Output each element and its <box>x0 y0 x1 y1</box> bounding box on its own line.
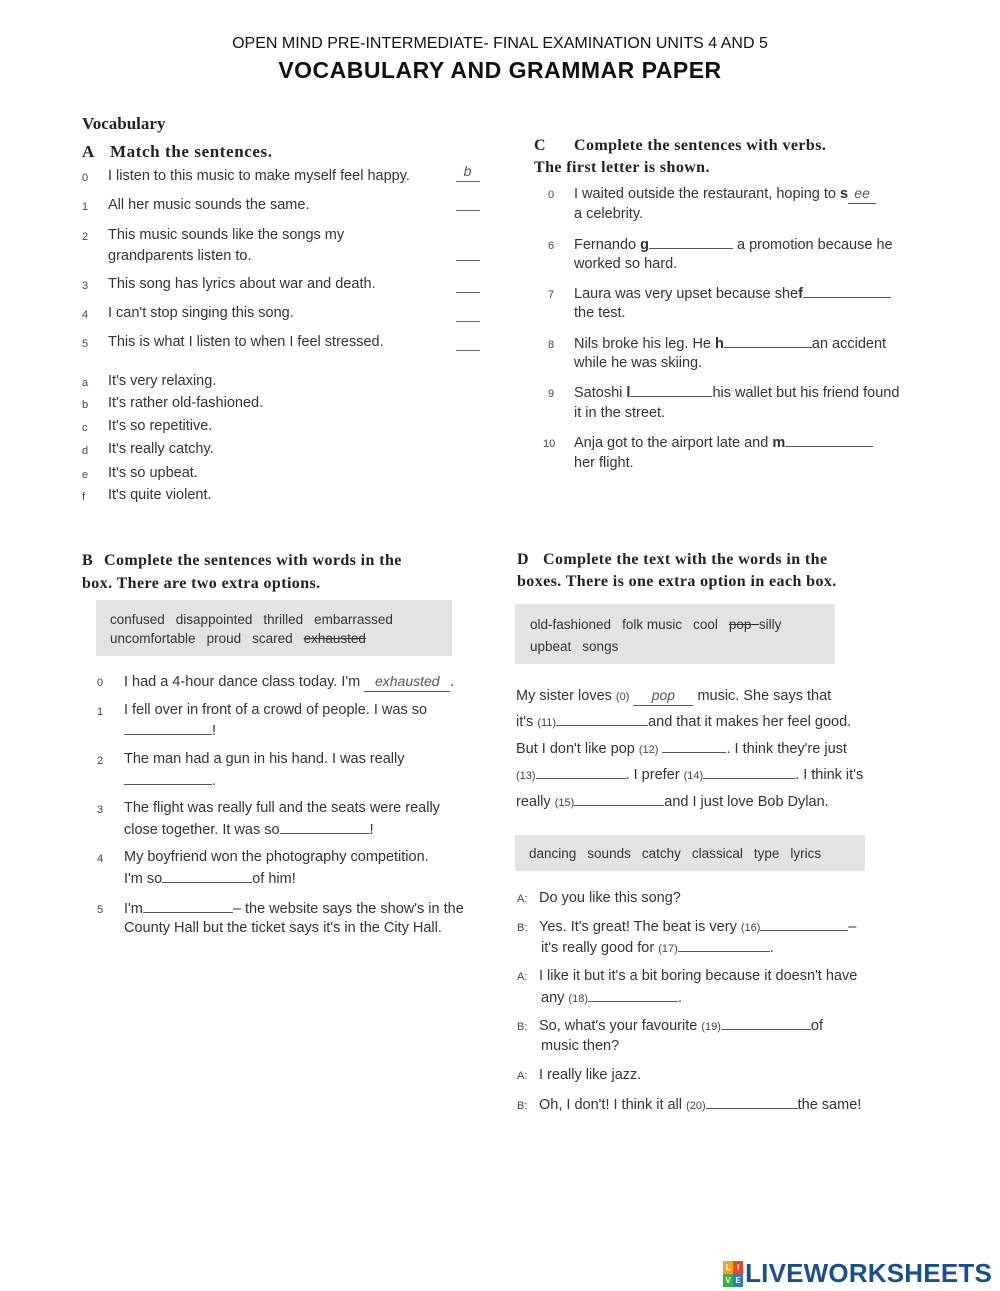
verb-sentence <box>574 283 891 304</box>
gap-number: (17) <box>658 943 678 955</box>
answer-input-16[interactable] <box>760 916 848 931</box>
sentence-after: of him! <box>252 871 296 887</box>
box-word: disappointed <box>175 612 253 627</box>
vocabulary-heading: Vocabulary <box>82 114 166 133</box>
paragraph-line <box>516 764 863 786</box>
section-d-heading <box>517 551 827 569</box>
section-c-title-line2: The first letter is shown. <box>534 159 710 176</box>
b-sentence-line2 <box>124 868 296 889</box>
answer-input-b4[interactable] <box>162 868 252 883</box>
box-word: sounds <box>587 846 631 861</box>
dialogue-text: of <box>810 1018 824 1034</box>
item-number: 0 <box>548 189 555 201</box>
item-number: 3 <box>82 280 89 292</box>
first-letter: s <box>840 186 849 202</box>
item-number: 4 <box>82 309 89 321</box>
sentence-continued: a celebrity. <box>574 206 644 222</box>
sentence-text: The man had a gun in his hand. I was really <box>124 751 405 767</box>
logo-block: V <box>723 1274 733 1287</box>
paragraph-line <box>516 685 831 707</box>
verb-sentence <box>574 333 886 354</box>
answer-input-9[interactable] <box>630 382 712 397</box>
dialogue-text: Yes. It's great! The beat is very <box>539 919 737 935</box>
item-number: 0 <box>82 172 89 184</box>
sentence-continued: while he was skiing. <box>574 355 703 371</box>
dialogue-text: . <box>769 940 774 956</box>
answer-input-b1[interactable] <box>124 720 212 735</box>
option-letter: e <box>82 469 89 481</box>
brand-name: LIVEWORKSHEETS <box>745 1258 992 1288</box>
sentence-before: Laura was very upset because she <box>574 286 799 302</box>
answer-input-3[interactable] <box>456 292 480 293</box>
item-number: 8 <box>548 339 555 351</box>
dialogue-text: Do you like this song? <box>539 890 681 906</box>
answer-input-11[interactable] <box>556 711 648 726</box>
answer-input-4[interactable] <box>456 321 480 322</box>
verb-sentence <box>574 382 899 403</box>
sentence-continued: her flight. <box>574 455 634 471</box>
example-answer: ee <box>848 183 876 204</box>
section-c-title-line1: Complete the sentences with verbs. <box>574 137 827 154</box>
dialogue-line <box>517 966 857 987</box>
section-d-letter: D <box>517 551 529 568</box>
box-word: uncomfortable <box>110 631 196 646</box>
sentence-text: All her music sounds the same. <box>108 197 310 213</box>
box-word: thrilled <box>263 612 304 627</box>
first-letter: m <box>772 435 786 451</box>
sentence-text: I can't stop singing this song. <box>108 305 294 321</box>
answer-input-b3[interactable] <box>280 819 370 834</box>
box-word: catchy <box>641 846 681 861</box>
gap-number: (16) <box>740 922 761 934</box>
liveworksheets-logo <box>723 1258 992 1286</box>
option-letter: b <box>82 399 89 411</box>
para-text: But I don't like pop <box>516 741 635 757</box>
answer-input-14[interactable] <box>703 764 795 779</box>
first-letter: l <box>626 385 631 401</box>
speaker-label: B: <box>517 1100 528 1112</box>
item-number: 6 <box>548 240 555 252</box>
answer-input-20[interactable] <box>706 1094 798 1109</box>
sentence-text: I fell over in front of a crowd of people. I was so <box>124 702 428 718</box>
box-word-struck: pop <box>728 617 752 632</box>
option-text: It's so upbeat. <box>108 465 198 481</box>
b-sentence <box>124 898 464 919</box>
section-a-heading <box>82 141 273 164</box>
paragraph-line <box>516 791 829 813</box>
exam-title: VOCABULARY AND GRAMMAR PAPER <box>278 57 722 83</box>
section-d-title-line2: boxes. There is one extra option in each box. <box>517 573 837 590</box>
item-number: 4 <box>97 853 104 865</box>
answer-input-17[interactable] <box>678 937 770 952</box>
sentence-after: ! <box>212 723 217 739</box>
sentence-after: . <box>450 674 455 690</box>
dialogue-text: any <box>541 990 565 1006</box>
box-word: upbeat <box>530 639 572 654</box>
answer-input-15[interactable] <box>574 791 664 806</box>
box-word: confused <box>110 612 165 627</box>
gap-number: (20) <box>686 1100 706 1112</box>
answer-blank <box>456 181 480 182</box>
para-text: My sister loves <box>516 688 612 704</box>
paragraph-line <box>516 738 847 760</box>
sentence-before: I'm so <box>124 871 163 887</box>
b-sentence <box>124 671 454 692</box>
gap-number: (15) <box>554 797 575 809</box>
box-word: lyrics <box>790 846 822 861</box>
para-text: . I think they're just <box>726 741 847 757</box>
paragraph-line <box>516 711 851 733</box>
answer-input-18[interactable] <box>588 987 678 1002</box>
answer-input-7[interactable] <box>803 283 891 298</box>
sentence-text: This song has lyrics about war and death. <box>108 276 376 292</box>
gap-number: (14) <box>683 770 704 782</box>
option-text: It's very relaxing. <box>108 373 217 389</box>
answer-input-8[interactable] <box>724 333 812 348</box>
sentence-after: a promotion because he <box>737 237 893 253</box>
verb-sentence <box>574 234 893 255</box>
section-c-letter: C <box>534 137 546 154</box>
b-sentence-line2 <box>124 720 216 741</box>
sentence-text: This music sounds like the songs my <box>108 227 345 243</box>
answer-input-2[interactable] <box>456 260 480 261</box>
answer-input-5[interactable] <box>456 350 480 351</box>
item-number: 1 <box>82 201 89 213</box>
item-number: 2 <box>82 231 89 243</box>
verb-sentence <box>574 183 876 204</box>
option-text: It's quite violent. <box>108 487 212 503</box>
example-answer: pop <box>633 685 693 706</box>
sentence-text: My boyfriend won the photography competition. <box>124 849 429 865</box>
item-number: 3 <box>97 804 104 816</box>
section-b-letter: B <box>82 552 94 569</box>
answer-input-13[interactable] <box>536 764 626 779</box>
sentence-before: I had a 4-hour dance class today. I'm <box>124 674 361 690</box>
section-b-heading <box>82 552 402 570</box>
speaker-label: A: <box>517 971 528 983</box>
option-text: It's so repetitive. <box>108 418 213 434</box>
dialogue-text: it's really good for <box>541 940 655 956</box>
para-text: and that it makes her feel good. <box>648 714 852 730</box>
item-number: 9 <box>548 388 555 400</box>
sentence-before: Anja got to the airport late and <box>574 435 769 451</box>
logo-block: E <box>733 1274 743 1287</box>
para-text: really <box>516 794 551 810</box>
dialogue-text: I like it but it's a bit boring because it doesn't have <box>539 968 858 984</box>
sentence-before: Satoshi <box>574 385 623 401</box>
option-text: It's rather old-fashioned. <box>108 395 264 411</box>
speaker-label: B: <box>517 922 528 934</box>
first-letter: h <box>715 336 724 352</box>
sentence-before: close together. It was so <box>124 822 280 838</box>
dialogue-text: music then? <box>541 1038 620 1054</box>
sentence-before: I'm <box>124 901 143 917</box>
gap-number: (0) <box>615 691 630 703</box>
sentence-continued: it in the street. <box>574 405 666 421</box>
dialogue-text: . <box>677 990 683 1006</box>
box-word: type <box>753 846 780 861</box>
item-number: 7 <box>548 289 555 301</box>
logo-block: I <box>733 1261 743 1274</box>
para-text: and I just love Bob Dylan. <box>664 794 829 810</box>
gap-number: (12) <box>638 744 659 756</box>
example-answer: exhausted <box>364 671 450 692</box>
answer-input-b5[interactable] <box>143 898 233 913</box>
answer-input-10[interactable] <box>785 432 873 447</box>
dialogue-text: Oh, I don't! I think it all <box>539 1097 683 1113</box>
dialogue-line <box>517 916 857 938</box>
example-answer: b <box>463 163 472 179</box>
section-a-letter: A <box>82 142 95 161</box>
dialogue-line <box>541 987 682 1009</box>
dialogue-line <box>517 1065 641 1086</box>
option-letter: a <box>82 377 89 389</box>
sentence-text: This is what I listen to when I feel stressed. <box>108 334 384 350</box>
para-text: . I think it's <box>795 767 864 783</box>
item-number: 2 <box>97 755 104 767</box>
dialogue-line <box>517 1015 823 1037</box>
item-number: 5 <box>97 904 104 916</box>
item-number: 5 <box>82 338 89 350</box>
box-word: embarrassed <box>314 612 393 627</box>
dialogue-text: I really like jazz. <box>539 1067 642 1083</box>
dialogue-text: – <box>848 919 857 935</box>
sentence-continued: County Hall but the ticket says it's in the City Hall. <box>124 920 442 936</box>
section-b-title-line1: Complete the sentences with words in the <box>104 552 402 569</box>
b-sentence-line2 <box>124 770 216 791</box>
box-word: silly <box>758 617 782 632</box>
box-word: cool <box>693 617 718 632</box>
b-sentence-line2 <box>124 819 374 840</box>
box-word: scared <box>252 631 293 646</box>
section-c-heading <box>534 137 826 155</box>
sentence-continued: the test. <box>574 305 626 321</box>
speaker-label: A: <box>517 1070 528 1082</box>
sentence-before: I waited outside the restaurant, hoping to <box>574 186 836 202</box>
item-number: 10 <box>543 438 556 450</box>
box-word-struck: exhausted <box>303 631 366 646</box>
speaker-label: A: <box>517 893 528 905</box>
option-letter: f <box>82 491 86 503</box>
dialogue-line <box>517 888 681 909</box>
section-b-word-box <box>96 600 452 656</box>
option-text: It's really catchy. <box>108 441 214 457</box>
box-word: dancing <box>529 846 577 861</box>
option-letter: d <box>82 445 89 457</box>
sentence-after: ! <box>369 822 374 838</box>
first-letter: f <box>798 286 803 302</box>
dialogue-text: So, what's your favourite <box>539 1018 698 1034</box>
gap-number: (18) <box>568 993 588 1005</box>
box-word: songs <box>582 639 619 654</box>
gap-number: (13) <box>516 770 536 782</box>
sentence-after: his wallet but his friend found <box>712 385 900 401</box>
sentence-text: I listen to this music to make myself feel happy. <box>108 168 410 184</box>
answer-input-b2[interactable] <box>124 770 212 785</box>
section-d-word-box-1 <box>515 604 835 664</box>
box-word: proud <box>206 631 242 646</box>
sentence-after: . <box>212 773 217 789</box>
item-number: 0 <box>97 677 104 689</box>
option-letter: c <box>82 422 88 434</box>
answer-input-12[interactable] <box>662 738 726 753</box>
logo-block: L <box>723 1261 733 1274</box>
dialogue-text: the same! <box>797 1097 862 1113</box>
answer-input-6[interactable] <box>649 234 733 249</box>
sentence-text: The flight was really full and the seats were really <box>124 800 440 816</box>
section-d-title-line1: Complete the text with the words in the <box>543 551 828 568</box>
sentence-after: an accident <box>811 336 887 352</box>
gap-number: (11) <box>537 717 557 729</box>
section-b-title-line2: box. There are two extra options. <box>82 575 321 592</box>
answer-input-1[interactable] <box>456 210 480 211</box>
sentence-after: – the website says the show's in the <box>232 901 464 917</box>
speaker-label: B: <box>517 1021 528 1033</box>
answer-input-19[interactable] <box>721 1015 811 1030</box>
box-word: classical <box>691 846 743 861</box>
logo-blocks-icon <box>723 1261 743 1287</box>
section-d-word-box-2 <box>515 835 865 871</box>
para-text: . I prefer <box>625 767 680 783</box>
sentence-before: Nils broke his leg. He <box>574 336 711 352</box>
section-a-title: Match the sentences. <box>110 142 273 161</box>
dialogue-line <box>517 1094 861 1116</box>
first-letter: g <box>640 237 649 253</box>
sentence-text-continued: grandparents listen to. <box>108 248 252 264</box>
exam-subtitle: OPEN MIND PRE-INTERMEDIATE- FINAL EXAMINATION UNITS 4 AND 5 <box>232 35 768 52</box>
box-word: folk music <box>622 617 683 632</box>
verb-sentence <box>574 432 873 453</box>
item-number: 1 <box>97 706 104 718</box>
sentence-continued: worked so hard. <box>574 256 678 272</box>
para-text: music. She says that <box>697 688 832 704</box>
dialogue-line <box>541 937 774 959</box>
para-text: it's <box>516 714 534 730</box>
gap-number: (19) <box>701 1021 721 1033</box>
box-word: old-fashioned <box>530 617 612 632</box>
sentence-before: Fernando <box>574 237 637 253</box>
